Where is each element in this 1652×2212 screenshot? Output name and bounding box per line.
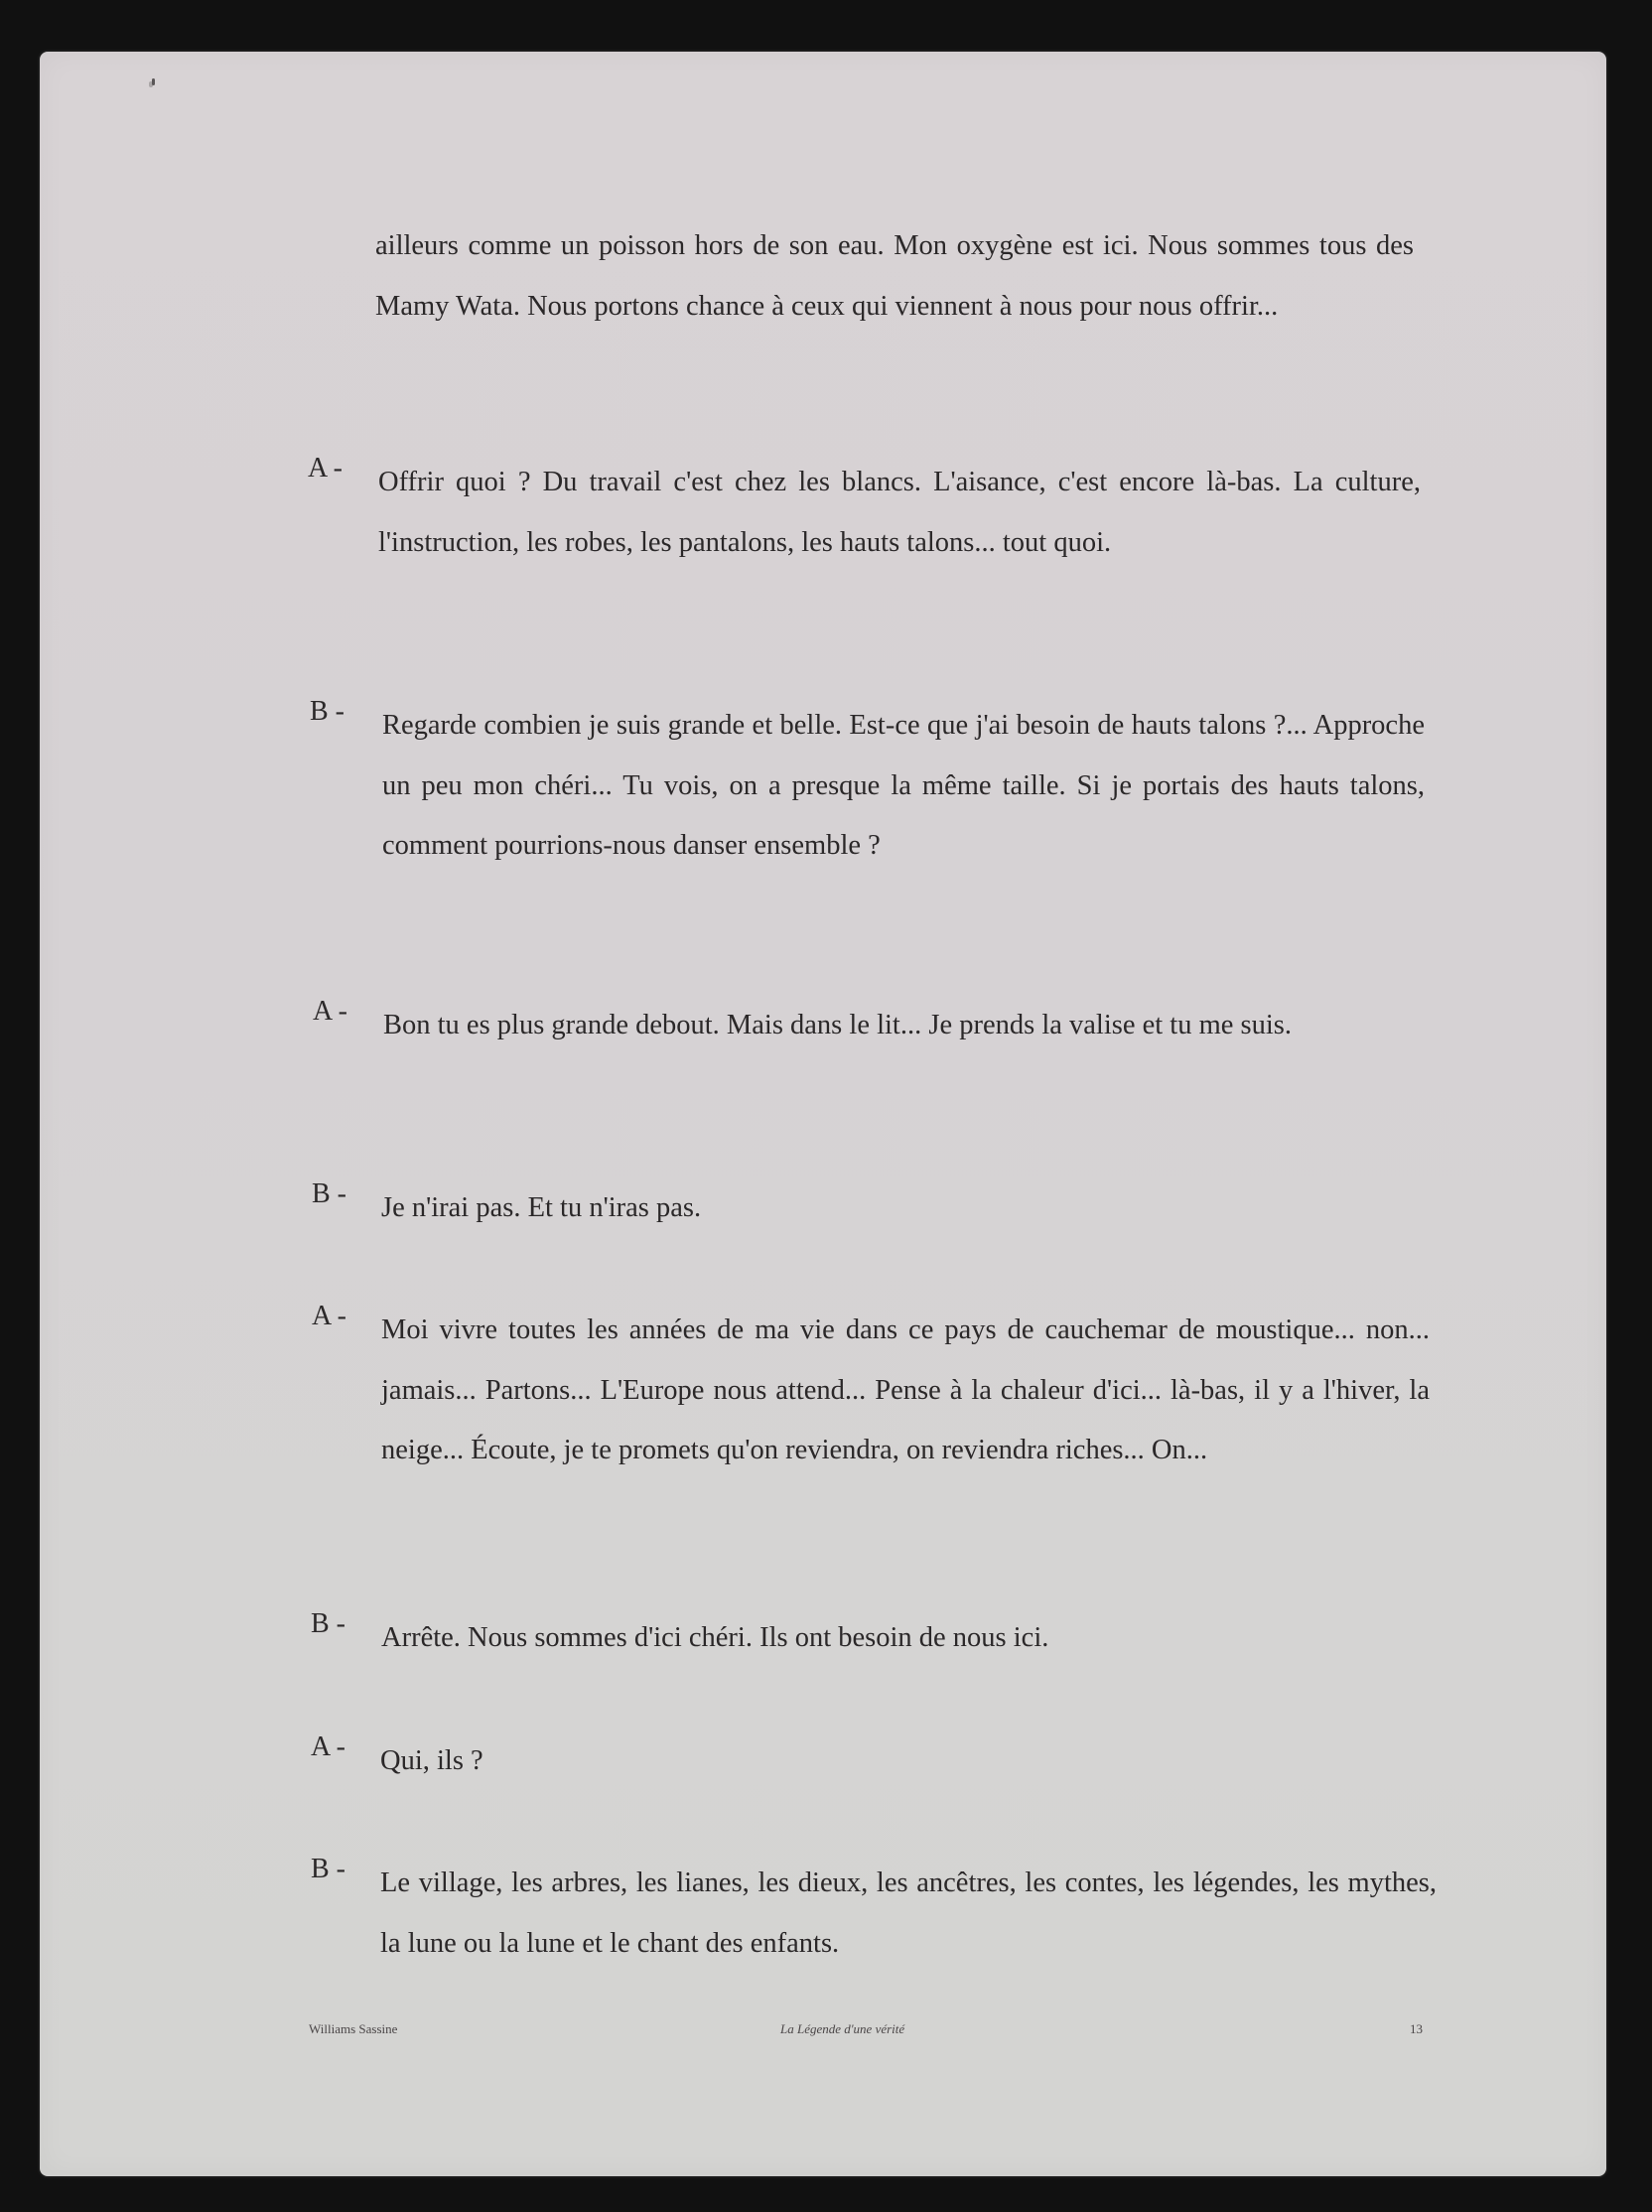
dialogue-text: Bon tu es plus grande debout. Mais dans le lit... Je prends la valise et tu me suis.	[383, 1010, 1293, 1040]
dialogue-text: Je n'irai pas. Et tu n'iras pas.	[381, 1192, 702, 1223]
speaker-label: B -	[311, 1854, 345, 1884]
dialogue-text: Moi vivre toutes les années de ma vie dans ce pays de cauchemar de moustique... non... jamais... Partons... L'Europe nous attend... Pense à la chaleur d'ici... là-bas, il y a l'hiver, la neige... Écoute, je te promets qu'on reviendra, on reviendra riches... On...	[381, 1314, 1430, 1465]
page-number: 13	[1410, 2021, 1423, 2036]
speaker-label: B -	[311, 1608, 345, 1639]
speaker-label: B -	[310, 696, 344, 727]
footer-author: Williams Sassine	[309, 2021, 398, 2036]
speaker-label: A -	[313, 996, 347, 1027]
speaker-label: A -	[308, 453, 343, 484]
dialogue-text: Offrir quoi ? Du travail c'est chez les blancs. L'aisance, c'est encore là-bas. La culture, l'instruction, les robes, les pantalons, les hauts talons... tout quoi.	[378, 467, 1421, 558]
speaker-label: A -	[311, 1731, 345, 1762]
dialogue-text: Le village, les arbres, les lianes, les dieux, les ancêtres, les contes, les légendes, les mythes, la lune ou la lune et le chant des enfants.	[380, 1867, 1437, 1959]
dialogue-text: Arrête. Nous sommes d'ici chéri. Ils ont besoin de nous ici.	[381, 1622, 1049, 1653]
paper-page	[40, 52, 1606, 2176]
speaker-label: A -	[312, 1301, 346, 1331]
paper-speck	[152, 78, 155, 85]
dialogue-text: Qui, ils ?	[380, 1745, 483, 1776]
footer-title: La Légende d'une vérité	[780, 2021, 905, 2036]
speaker-label: B -	[312, 1178, 346, 1209]
opening-text: ailleurs comme un poisson hors de son eau. Mon oxygène est ici. Nous sommes tous des Mamy Wata. Nous portons chance à ceux qui viennent à nous pour nous offrir...	[375, 230, 1414, 322]
dialogue-text: Regarde combien je suis grande et belle. Est-ce que j'ai besoin de hauts talons ?... Approche un peu mon chéri... Tu vois, on a presque la même taille. Si je portais des hauts talons, comment pourrions-nous danser ensemble ?	[382, 710, 1425, 861]
